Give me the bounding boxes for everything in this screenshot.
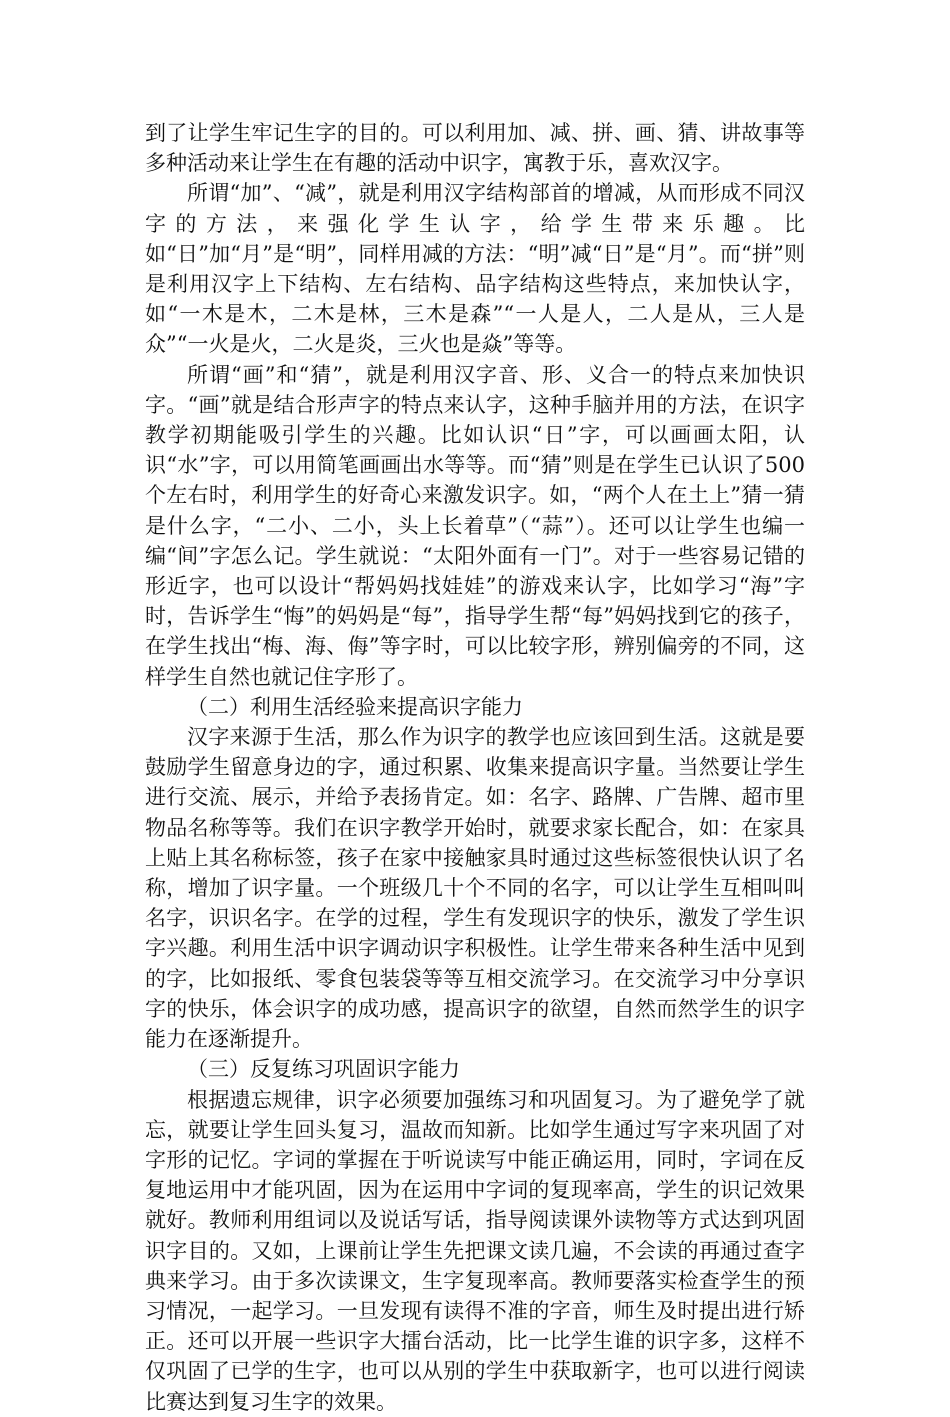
paragraph-add-subtract: 所谓“加”、“减”，就是利用汉字结构部首的增减，从而形成不同汉字的方法，来强化学生认字，给学生带来乐趣。比如“日”加“月”是“明”，同样用减的方法：“明”减“日”是“月”。而“拼”则是利用汉字上下结构、左右结构、品字结构这些特点，来加快认字，如“一木是木，二木是林，三木是森”“一人是人，二人是从，三人是众”“一火是火，二火是炎，三火也是焱”等等。 (145, 181, 805, 357)
document-body (145, 118, 805, 1417)
paragraph-draw-guess: 所谓“画”和“猜”，就是利用汉字音、形、义合一的特点来加快识字。“画”就是结合形声字的特点来认字，这种手脑并用的方法，在识字教学初期能吸引学生的兴趣。比如认识“日”字，可以画画太阳，认识“水”字，可以用简笔画画出水等等。而“猜”则是在学生已认识了500个左右时，利用学生的好奇心来激发识字。如，“两个人在土上”猜一猜是什么字，“二小、二小，头上长着草”（“蒜”）。还可以让学生也编一编“间”字怎么记。学生就说：“太阳外面有一门”。对于一些容易记错的形近字，也可以设计“帮妈妈找娃娃”的游戏来认字，比如学习“海”字时，告诉学生“悔”的妈妈是“每”，指导学生帮“每”妈妈找到它的孩子，在学生找出“梅、海、侮”等字时，可以比较字形，辨别偏旁的不同，这样学生自然也就记住字形了。 (145, 362, 805, 689)
paragraph-life-experience: 汉字来源于生活，那么作为识字的教学也应该回到生活。这就是要鼓励学生留意身边的字，通过积累、收集来提高识字量。当然要让学生进行交流、展示，并给予表扬肯定。如：名字、路牌、广告牌、超市里物品名称等等。我们在识字教学开始时，就要求家长配合，如：在家具上贴上其名称标签，孩子在家中接触家具时通过这些标签很快认识了名称，增加了识字量。一个班级几十个不同的名字，可以让学生互相叫叫名字，识识名字。在学的过程，学生有发现识字的快乐，激发了学生识字兴趣。利用生活中识字调动识字积极性。让学生带来各种生活中见到的字，比如报纸、零食包装袋等等互相交流学习。在交流学习中分享识字的快乐，体会识字的成功感，提高识字的欲望，自然而然学生的识字能力在逐渐提升。 (145, 725, 805, 1052)
paragraph-continuation: 到了让学生牢记生字的目的。可以利用加、减、拼、画、猜、讲故事等多种活动来让学生在有趣的活动中识字，寓教于乐，喜欢汉字。 (145, 121, 805, 176)
paragraph-practice: 根据遗忘规律，识字必须要加强练习和巩固复习。为了避免学了就忘，就要让学生回头复习，温故而知新。比如学生通过写字来巩固了对字形的记忆。字词的掌握在于听说读写中能正确运用，同时，字词在反复地运用中才能巩固，因为在运用中字词的复现率高，学生的识记效果就好。教师利用组词以及说话写话，指导阅读课外读物等方式达到巩固识字目的。又如，上课前让学生先把课文读几遍，不会读的再通过查字典来学习。由于多次读课文，生字复现率高。教师要落实检查学生的预习情况，一起学习。一旦发现有读得不准的字音，师生及时提出进行矫正。还可以开展一些识字大擂台活动，比一比学生谁的识字多，这样不仅巩固了已学的生字，也可以从别的学生中获取新字，也可以进行阅读比赛达到复习生字的效果。 (145, 1087, 805, 1414)
section-heading-2: （二）利用生活经验来提高识字能力 (187, 694, 523, 719)
section-heading-3: （三）反复练习巩固识字能力 (187, 1057, 460, 1082)
